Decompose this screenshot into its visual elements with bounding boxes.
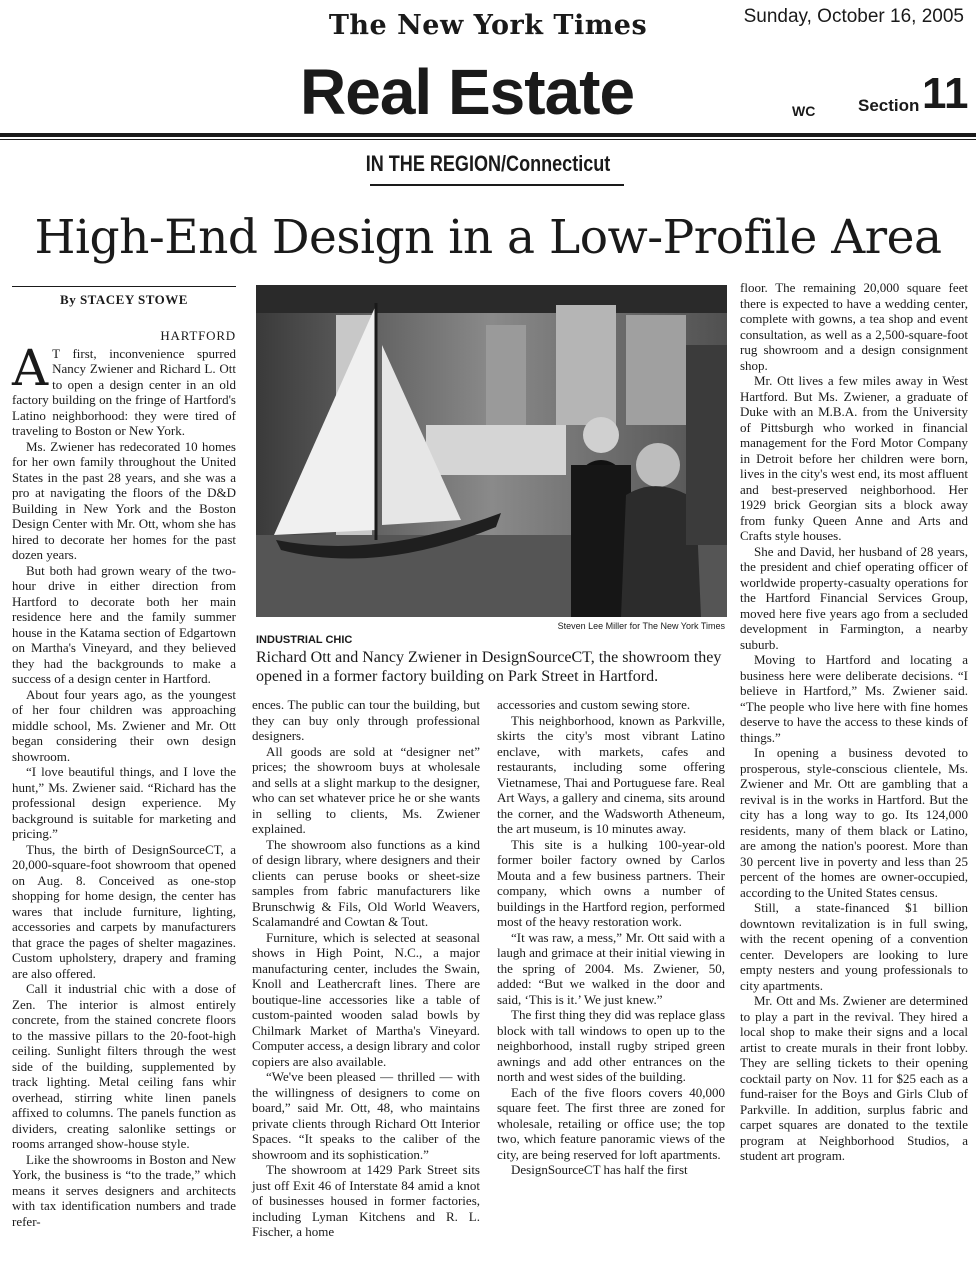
paragraph: DesignSourceCT has half the first [511, 1162, 688, 1177]
section-label: Section [858, 96, 920, 115]
paragraph: Ms. Zwiener has redecorated 10 homes for her own family throughout the United States in the past 28 years, and she was a pro at navigating the floors of the D&D Building in New York and the Boston Design Center with Mr. Ott, whom she has hired to decorate her homes for the past dozen years. [12, 438, 236, 562]
paragraph: Each of the five floors covers 40,000 square feet. The first three are zoned for wholesale, retailing or office use; the top two, which feature panoramic views of the city, are being reserved for loft apartments. [497, 1084, 725, 1162]
paragraph: Call it industrial chic with a dose of Zen. The interior is almost entirely concrete, from the stained concrete floors to the massive pillars to the 20-foot-high ceiling. Sunlight filters through the west side of the building, supplemented by track lighting. Metal ceiling fans whir overhead, stirring white linen panels affixed to columns. The panels function as dividers, creating salonlike settings or rooms arranged show-house style. [12, 981, 236, 1151]
paragraph: Mr. Ott lives a few miles away in West Hartford. But Ms. Zwiener, a graduate of Duke with an M.B.A. from the University of Pittsburgh who worked in financial management for the Ford Motor Company in Detroit before her children were born, lives in the city's west end, its most affluent and best-preserved neighborhood. Her 1929 brick Georgian sits a block away from funky Queen Anne and Arts and Crafts style houses. [740, 373, 968, 543]
paragraph: She and David, her husband of 28 years, the president and chief operating officer of worldwide property-casualty operations for the Hartford Financial Services Group, moved here five years ago from a secluded development in Farmington, a nearby suburb. [740, 543, 968, 652]
caption-heading: INDUSTRIAL CHIC [256, 634, 353, 646]
paragraph: This site is a hulking 100-year-old former boiler factory owned by Carlos Mouta and a few business partners. Their company, which owns a number of buildings in the Hartford region, performed most of the heavy restoration work. [497, 836, 725, 929]
kicker: IN THE REGION/Connecticut [365, 151, 611, 176]
paragraph: Mr. Ott and Ms. Zwiener are determined to play a part in the revival. They hired a local shop to make their signs and a local artist to create murals in their front lobby. They are selling tickets to their opening cocktail party on Nov. 11 for $25 each as a fund-raiser for the Boys and Girls Club of Parkville. In addition, surplus fabric and carpet squares are donated to the textile program at Neighborhood Studios, a student art program. [740, 993, 968, 1163]
photo-illustration [256, 285, 727, 617]
paragraph: In opening a business devoted to prosperous, style-conscious clientele, Ms. Zwiener and Mr. Ott are gambling that a revival is in the works in Hartford. But the city has a long way to go. Its 124,000 residents, many of them black or Latino, are among the nation's poorest. More than 30 percent live in poverty and less than 25 percent of the homes are owner-occupied, according to the United States census. [740, 745, 968, 900]
drop-cap: A [12, 338, 49, 397]
headline: High-End Design in a Low-Profile Area [34, 210, 942, 265]
paragraph: Like the showrooms in Boston and New York, the business is “to the trade,” which means it serves designers and architects with tax identification numbers and trade refer- [12, 1151, 236, 1229]
paragraph: Thus, the birth of DesignSourceCT, a 20,000-square-foot showroom that opened on Aug. 8. Conceived as one-stop shopping for home design, the center has wares that include furniture, lighting, accessories and carpets by manufacturers that grace the pages of shelter magazines. Custom upholstery, drapery and framing are also offered. [12, 841, 236, 981]
paragraph: About four years ago, as the youngest of her four children was approaching middle school, Ms. Zwiener and Mr. Ott began considering their own design showroom. [12, 686, 236, 764]
article-column-3 [497, 697, 725, 1178]
article-column-1 [12, 328, 236, 1229]
issue-date: Sunday, October 16, 2005 [743, 6, 964, 27]
section-title: Real Estate [300, 56, 635, 128]
kicker-underline [370, 184, 624, 186]
paragraph: “We've been pleased — thrilled — with the willingness of designers to come on board,” said Mr. Ott, 48, who maintains private clients through Richard Ott Interior Spaces. “It speaks to the caliber of the showroom and its sophistication.” [252, 1069, 480, 1162]
byline-rule [12, 286, 236, 287]
photo-caption: Richard Ott and Nancy Zwiener in DesignSourceCT, the showroom they opened in a former factory building on Park Street in Hartford. [256, 649, 722, 685]
paragraph: All goods are sold at “designer net” prices; the showroom buys at wholesale and sells at a slight markup to the designer, who can set whatever price he or she wants in selling to clients, Ms. Zwiener explained. [252, 743, 480, 836]
paragraph: “It was raw, a mess,” Mr. Ott said with a laugh and grimace at their initial viewing in the spring of 2004. Ms. Zwiener, 50, added: “But we walked in the door and said, ‘This is it.’ We just knew.” [497, 929, 725, 1007]
paragraph: But both had grown weary of the two-hour drive in either direction from Hartford to decorate both her main residence here and the family summer house in the Katama section of Edgartown on Martha's Vineyard, and they believed they had the backgrounds to make a success of a design center in Hartford. [12, 562, 236, 686]
paragraph: A T first, inconvenience spurred Nancy Zwiener and Richard L. Ott to open a design center in an old factory building on the fringe of Hartford's Latino neighborhood: they were tired of traveling to Boston or New York. [12, 338, 236, 438]
paragraph: The showroom also functions as a kind of design library, where designers and their clients can peruse books or sheet-size samples from fabric manufacturers like Brunschwig & Fils, Old World Weavers, Scalamandré and Cowtan & Tout. [252, 836, 480, 929]
paragraph: ences. The public can tour the building, but they can buy only through professional designers. [252, 697, 480, 743]
edition-code: WC [792, 103, 816, 119]
paragraph: The first thing they did was replace glass block with tall windows to open up to the neighborhood, install rugby striped green awnings and add other entrances on the north and west sides of the building. [497, 1007, 725, 1084]
section-number: 11 [922, 69, 969, 118]
header-rule [0, 133, 976, 137]
photo-credit: Steven Lee Miller for The New York Times [557, 621, 725, 631]
paragraph: Furniture, which is selected at seasonal shows in High Point, N.C., a major manufacturing center, includes the Swain, Knoll and Leathercraft lines. There are boutique-line accessories like a table of custom-painted wooden salad bowls by Chilmark Market of Martha's Vineyard. Computer access, a design library and color copiers are also available. [252, 929, 480, 1069]
header-rule-thin [0, 139, 976, 140]
dateline: HARTFORD [160, 328, 236, 343]
paragraph: Moving to Hartford and locating a business here were deliberate decisions. “I believe in Hartford,” Ms. Zwiener said. “The people who live here with fine homes deserve to have the access to these kinds of things.” [740, 652, 968, 745]
masthead: The New York Times [328, 10, 648, 41]
paragraph: accessories and custom sewing store. [497, 697, 691, 712]
paragraph: This neighborhood, known as Parkville, skirts the city's most vibrant Latino enclave, with markets, cafes and restaurants, including some offering Vietnamese, Thai and Portuguese fare. Real Art Ways, a gallery and cinema, sits around the corner, and the Wadsworth Atheneum, the art museum, is 10 minutes away. [497, 712, 725, 836]
article-column-2 [252, 697, 480, 1240]
article-column-4 [740, 280, 968, 1164]
showroom-photo [256, 285, 727, 617]
byline: By STACEY STOWE [60, 292, 188, 307]
paragraph: Still, a state-financed $1 billion downtown revitalization is in full swing, with the recent opening of a convention center. Developers are looking to lure empty nesters and young professionals to city apartments. [740, 900, 968, 993]
paragraph: floor. The remaining 20,000 square feet there is expected to have a wedding center, complete with gowns, a tea shop and event consultation, as well as a 2,500-square-foot rug showroom and a design consignment shop. [740, 280, 968, 373]
paragraph: The showroom at 1429 Park Street sits just off Exit 46 of Interstate 84 amid a knot of businesses housed in former factories, including Lyman Kitchens and R. L. Fischer, a home [252, 1162, 480, 1239]
paragraph: “I love beautiful things, and I love the hunt,” Ms. Zwiener said. “Richard has the professional design experience. My background is suitable for marketing and pricing.” [12, 764, 236, 841]
